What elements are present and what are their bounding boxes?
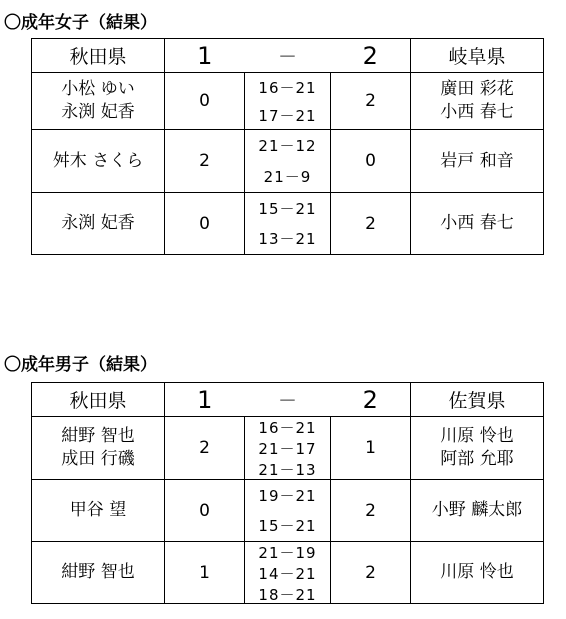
- game-score: 15－21: [258, 199, 317, 218]
- game-score: 16－21: [258, 419, 317, 437]
- player-name: 阿部 允耶: [440, 449, 514, 469]
- right-players: [411, 193, 544, 255]
- women-header-row: [32, 39, 544, 73]
- player-name: 岩戸 和音: [440, 150, 514, 171]
- player-name: 廣田 彩花: [440, 79, 514, 99]
- total-score-left: 1: [165, 383, 245, 417]
- right-match-score: 0: [331, 130, 411, 193]
- player-name: 成田 行磯: [61, 449, 135, 469]
- left-players: [32, 542, 165, 604]
- player-name: 甲谷 望: [69, 500, 127, 520]
- header-dash: －: [245, 39, 331, 73]
- game-score: 16－21: [258, 78, 317, 97]
- player-name: 川原 怜也: [440, 426, 514, 446]
- player-name: 紺野 智也: [61, 562, 135, 582]
- game-score: 21－9: [263, 168, 312, 186]
- game-score: 17－21: [258, 106, 317, 125]
- total-score-left: 1: [165, 39, 245, 73]
- player-name: 川原 怜也: [440, 562, 514, 582]
- game-score: 14－21: [258, 565, 317, 583]
- header-dash: －: [245, 383, 331, 417]
- match-row: [32, 193, 544, 255]
- total-score-right: 2: [331, 39, 411, 73]
- right-match-score: 2: [331, 73, 411, 130]
- player-name: 小西 春七: [440, 102, 514, 122]
- left-match-score: 2: [165, 417, 245, 480]
- women-section-title: 〇成年女子（結果）: [4, 13, 157, 33]
- player-name: 小松 ゆい: [61, 79, 135, 99]
- match-row: [32, 417, 544, 480]
- team-right: 佐賀県: [411, 383, 544, 417]
- player-name: 小西 春七: [440, 213, 514, 233]
- game-score: 19－21: [258, 486, 317, 505]
- match-row: [32, 542, 544, 604]
- left-players: [32, 73, 165, 130]
- team-left: 秋田県: [32, 39, 165, 73]
- game-scores: [245, 73, 331, 130]
- game-score: 21－19: [258, 544, 317, 562]
- game-scores: [245, 193, 331, 255]
- match-row: [32, 73, 544, 130]
- player-name: 小野 麟太郎: [431, 500, 523, 520]
- right-match-score: 2: [331, 542, 411, 604]
- left-players: [32, 480, 165, 542]
- team-left: 秋田県: [32, 383, 165, 417]
- player-name: 紺野 智也: [61, 426, 135, 446]
- game-scores: [245, 542, 331, 604]
- women-result-table: [31, 38, 544, 255]
- game-score: 18－21: [258, 586, 317, 604]
- left-match-score: 1: [165, 542, 245, 604]
- game-score: 21－13: [258, 461, 317, 479]
- left-players: [32, 193, 165, 255]
- left-match-score: 0: [165, 193, 245, 255]
- right-match-score: 2: [331, 193, 411, 255]
- match-row: [32, 130, 544, 193]
- game-score: 13－21: [258, 230, 317, 249]
- game-scores: [245, 417, 331, 480]
- game-scores: [245, 130, 331, 193]
- men-header-row: [32, 383, 544, 417]
- game-score: 15－21: [258, 517, 317, 536]
- right-players: [411, 542, 544, 604]
- match-row: [32, 480, 544, 542]
- right-match-score: 1: [331, 417, 411, 480]
- game-score: 21－17: [258, 440, 317, 458]
- left-match-score: 2: [165, 130, 245, 193]
- right-players: [411, 417, 544, 480]
- men-section-title: 〇成年男子（結果）: [4, 355, 157, 375]
- left-players: [32, 417, 165, 480]
- left-players: [32, 130, 165, 193]
- game-scores: [245, 480, 331, 542]
- right-players: [411, 480, 544, 542]
- right-players: [411, 73, 544, 130]
- left-match-score: 0: [165, 480, 245, 542]
- player-name: 舛木 さくら: [52, 150, 144, 171]
- total-score-right: 2: [331, 383, 411, 417]
- men-result-table: [31, 382, 544, 604]
- player-name: 永渕 妃香: [61, 213, 135, 233]
- right-players: [411, 130, 544, 193]
- team-right: 岐阜県: [411, 39, 544, 73]
- right-match-score: 2: [331, 480, 411, 542]
- left-match-score: 0: [165, 73, 245, 130]
- game-score: 21－12: [258, 137, 317, 155]
- player-name: 永渕 妃香: [61, 102, 135, 122]
